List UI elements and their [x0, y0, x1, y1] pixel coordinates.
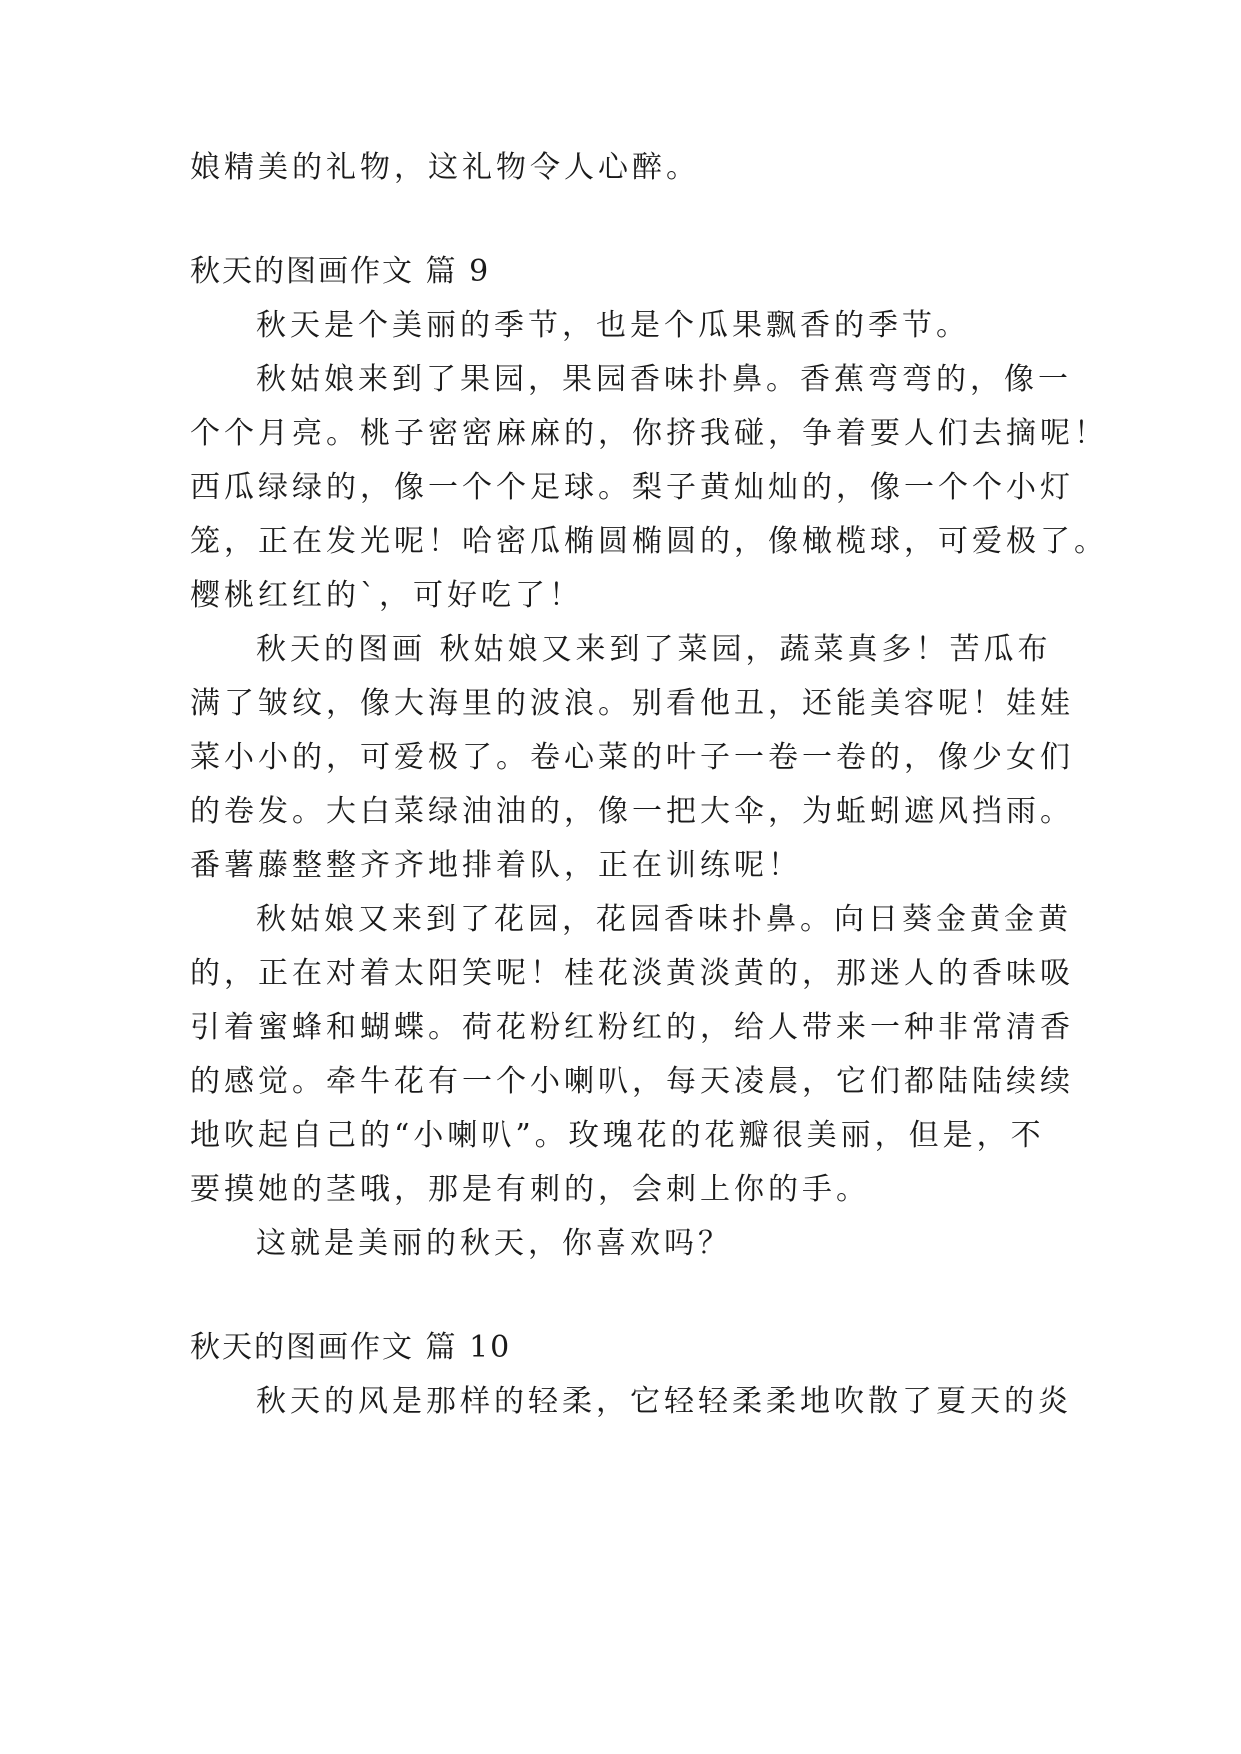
- paragraph-line: 的，正在对着太阳笑呢！桂花淡黄淡黄的，那迷人的香味吸: [190, 956, 1074, 991]
- paragraph-line: 秋姑娘又来到了花园，花园香味扑鼻。向日葵金黄金黄: [256, 902, 1072, 937]
- paragraph-line: 满了皱纹，像大海里的波浪。别看他丑，还能美容呢！娃娃: [190, 686, 1074, 721]
- paragraph-line: 娘精美的礼物，这礼物令人心醉。: [190, 150, 700, 185]
- paragraph-line: 笼，正在发光呢！哈密瓜椭圆椭圆的，像橄榄球，可爱极了。: [190, 524, 1108, 559]
- paragraph-line: 西瓜绿绿的，像一个个足球。梨子黄灿灿的，像一个个小灯: [190, 470, 1074, 505]
- paragraph-line: 个个月亮。桃子密密麻麻的，你挤我碰，争着要人们去摘呢！: [190, 416, 1108, 451]
- section-heading-10: 秋天的图画作文 篇 10: [190, 1330, 512, 1365]
- paragraph-line: 秋姑娘来到了果园，果园香味扑鼻。香蕉弯弯的，像一: [256, 362, 1072, 397]
- paragraph-line: 秋天的图画 秋姑娘又来到了菜园，蔬菜真多！苦瓜布: [256, 632, 1052, 667]
- paragraph-line: 的感觉。牵牛花有一个小喇叭，每天凌晨，它们都陆陆续续: [190, 1064, 1074, 1099]
- section-heading-9: 秋天的图画作文 篇 9: [190, 254, 491, 289]
- paragraph-line: 樱桃红红的`，可好吃了！: [190, 578, 583, 613]
- paragraph-line: 的卷发。大白菜绿油油的，像一把大伞，为蚯蚓遮风挡雨。: [190, 794, 1074, 829]
- paragraph-line: 引着蜜蜂和蝴蝶。荷花粉红粉红的，给人带来一种非常清香: [190, 1010, 1074, 1045]
- paragraph-line: 秋天是个美丽的季节，也是个瓜果飘香的季节。: [256, 308, 970, 343]
- paragraph-line: 要摸她的茎哦，那是有刺的，会刺上你的手。: [190, 1172, 870, 1207]
- paragraph-line: 地吹起自己的“小喇叭”。玫瑰花的花瓣很美丽，但是，不: [190, 1118, 1045, 1153]
- paragraph-line: 菜小小的，可爱极了。卷心菜的叶子一卷一卷的，像少女们: [190, 740, 1074, 775]
- paragraph-line: 这就是美丽的秋天，你喜欢吗？: [256, 1226, 732, 1261]
- paragraph-line: 秋天的风是那样的轻柔，它轻轻柔柔地吹散了夏天的炎: [256, 1384, 1072, 1419]
- paragraph-line: 番薯藤整整齐齐地排着队，正在训练呢！: [190, 848, 802, 883]
